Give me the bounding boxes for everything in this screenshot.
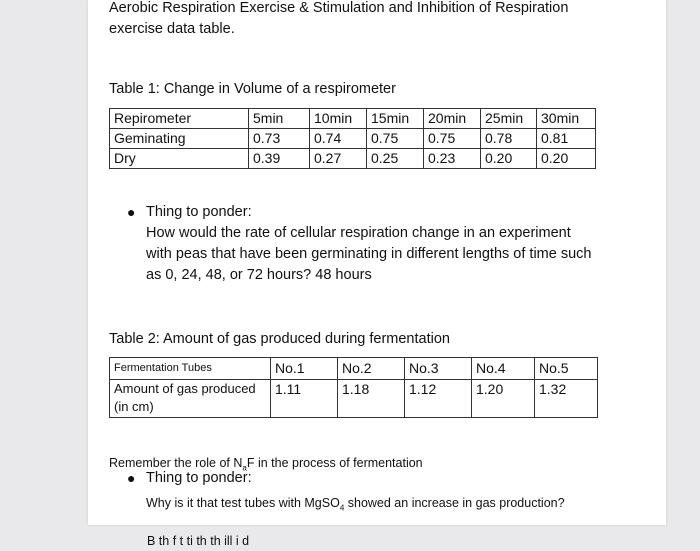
fermentation-table [109, 357, 598, 418]
bullet-dot-icon: ● [127, 204, 136, 220]
table-header-cell: 25min [481, 109, 537, 129]
table-header-cell: No.1 [271, 358, 338, 380]
table-header-cell: Repirometer [110, 109, 249, 129]
table-header-cell: 5min [249, 109, 310, 129]
table-cell: 0.75 [367, 129, 424, 149]
table-cell: 0.20 [537, 149, 596, 169]
ponder-label: Thing to ponder: [146, 204, 252, 220]
table-row [110, 149, 596, 169]
ponder-bullet-1 [127, 202, 597, 286]
table-header-cell: 10min [310, 109, 367, 129]
table-cell: 0.75 [424, 129, 481, 149]
question-text: Why is it that test tubes with MgSO [146, 496, 340, 510]
table1-caption: Table 1: Change in Volume of a respirometer [109, 81, 396, 97]
cut-off-line: B th f t ti th th ill i d [147, 533, 250, 548]
table-header-cell: No.5 [535, 358, 598, 380]
ponder-question: How would the rate of cellular respiration change in an experiment with peas that have been germinating in different lengths of time such as 0, 24, 48, or 72 hours? 48 hours [146, 225, 592, 283]
table-cell: 0.25 [367, 149, 424, 169]
table-row-label: Amount of gas produced (in cm) [110, 380, 271, 418]
ponder-question [146, 494, 597, 518]
table-header-cell: No.4 [472, 358, 535, 380]
table-row [110, 129, 596, 149]
table-cell: 0.39 [249, 149, 310, 169]
remember-subscript: a [242, 463, 247, 472]
table-cell: 0.20 [481, 149, 537, 169]
question-subscript: 4 [339, 503, 345, 513]
intro-title-line-2: exercise data table. [109, 21, 235, 37]
table-cell: 1.11 [271, 380, 338, 418]
table-cell: 1.32 [535, 380, 598, 418]
table-header-row [110, 358, 598, 380]
table-cell: 0.27 [310, 149, 367, 169]
table-header-cell: 15min [367, 109, 424, 129]
table-header-cell: 30min [537, 109, 596, 129]
table-row [110, 380, 598, 418]
table-header-cell: No.2 [338, 358, 405, 380]
table-header-cell: No.3 [405, 358, 472, 380]
table-cell: 0.23 [424, 149, 481, 169]
intro-title-line-1: Aerobic Respiration Exercise & Stimulation and Inhibition of Respiration [109, 0, 569, 16]
table-cell: 1.20 [472, 380, 535, 418]
table-cell: 0.81 [537, 129, 596, 149]
table-header-cell: 20min [424, 109, 481, 129]
table-header-row [110, 109, 596, 129]
table-cell: Geminating [110, 129, 249, 149]
remember-text-end: F in the process of fermentation [246, 455, 423, 470]
table-cell: 0.73 [249, 129, 310, 149]
document-page [88, 0, 666, 548]
question-text-end: showed an increase in gas production? [344, 496, 565, 510]
respirometer-table [109, 108, 596, 169]
table-cell: 0.78 [481, 129, 537, 149]
remember-text: Remember the role of N [109, 455, 243, 470]
bullet-dot-icon: ● [127, 470, 136, 486]
table-cell: Dry [110, 149, 249, 169]
ponder-label: Thing to ponder: [146, 470, 252, 486]
table-cell: 1.12 [405, 380, 472, 418]
table-cell: 0.74 [310, 129, 367, 149]
table-cell: 1.18 [338, 380, 405, 418]
table2-caption: Table 2: Amount of gas produced during fermentation [109, 331, 450, 347]
table-header-cell: Fermentation Tubes [110, 358, 271, 380]
document-intro [109, 0, 609, 40]
ponder-bullet-2 [127, 468, 597, 518]
